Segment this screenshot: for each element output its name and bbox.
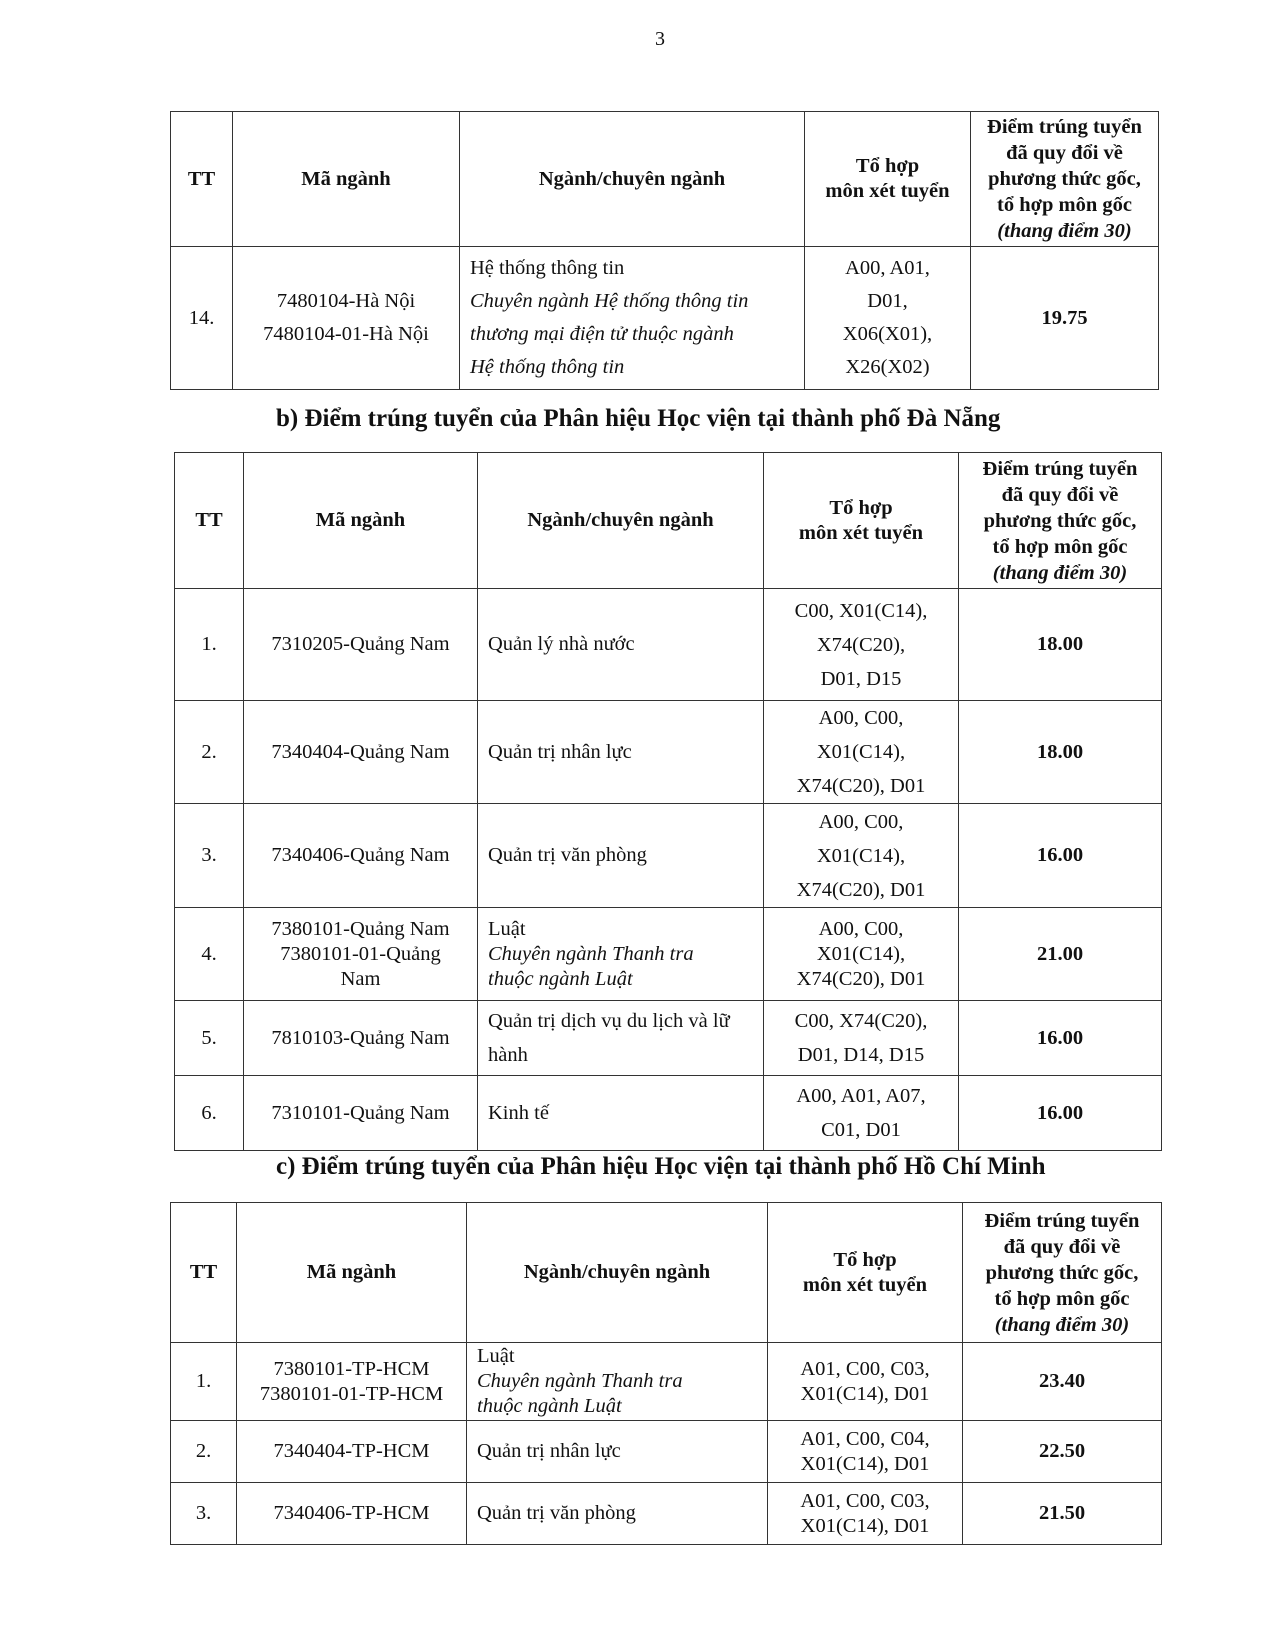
cell-code xyxy=(244,701,478,804)
code-line: 7810103-Quảng Nam xyxy=(271,1026,450,1049)
major-line: Luật xyxy=(488,917,526,940)
major-italic-line: Hệ thống thông tin xyxy=(470,356,625,378)
major-line: Quản trị nhân lực xyxy=(477,1440,621,1462)
page-number: 3 xyxy=(655,28,665,50)
cell-major xyxy=(467,1483,768,1545)
table-row xyxy=(171,1343,1162,1421)
major-line: Kinh tế xyxy=(488,1101,549,1124)
header-score-line: Điểm trúng tuyển xyxy=(982,457,1138,480)
combo-line: C01, D01 xyxy=(821,1119,901,1141)
cell-code xyxy=(244,908,478,1001)
header-combo-line: Tổ hợp xyxy=(833,1248,897,1271)
header-tt: TT xyxy=(175,453,244,589)
cell-major xyxy=(478,1001,764,1076)
cell-combo xyxy=(764,1076,959,1151)
combo-line: X74(C20), D01 xyxy=(796,967,926,990)
table-header-row xyxy=(171,112,1159,247)
major-line: Quản trị văn phòng xyxy=(477,1502,636,1524)
major-italic-line: thuộc ngành Luật xyxy=(488,967,633,990)
combo-line: X74(C20), D01 xyxy=(796,775,926,797)
cell-score: 23.40 xyxy=(963,1343,1162,1421)
cell-code xyxy=(244,589,478,701)
major-line: Quản trị dịch vụ du lịch và lữ xyxy=(488,1010,730,1032)
major-line: hành xyxy=(488,1044,528,1066)
combo-line: D01, D14, D15 xyxy=(797,1044,925,1066)
header-score xyxy=(971,112,1159,247)
cell-tt: 3. xyxy=(171,1483,237,1545)
major-line: Hệ thống thông tin xyxy=(470,257,625,279)
cell-score: 19.75 xyxy=(971,247,1159,390)
combo-line: D01, D15 xyxy=(820,667,902,690)
header-score-line: phương thức gốc, xyxy=(983,509,1137,532)
section-heading-b: b) Điểm trúng tuyển của Phân hiệu Học viện tại thành phố Đà Nẵng xyxy=(276,405,1001,432)
combo-line: C00, X74(C20), xyxy=(794,1010,928,1032)
cell-score: 18.00 xyxy=(959,701,1162,804)
cell-major xyxy=(478,701,764,804)
header-score xyxy=(959,453,1162,589)
cell-score: 21.50 xyxy=(963,1483,1162,1545)
major-italic-line: Chuyên ngành Thanh tra xyxy=(477,1370,683,1392)
major-line: Quản lý nhà nước xyxy=(488,633,635,655)
code-line: 7340404-TP-HCM xyxy=(273,1440,430,1462)
code-line: 7340406-TP-HCM xyxy=(273,1502,430,1524)
code-line: 7340404-Quảng Nam xyxy=(271,740,450,763)
cell-tt: 6. xyxy=(175,1076,244,1151)
cell-major xyxy=(478,908,764,1001)
header-score-line: tổ hợp môn gốc xyxy=(992,535,1128,558)
table-row xyxy=(175,1076,1162,1151)
cell-tt: 2. xyxy=(175,701,244,804)
combo-line: X01(C14), xyxy=(816,844,906,867)
cell-major xyxy=(478,1076,764,1151)
header-tt: TT xyxy=(171,1203,237,1343)
table-row xyxy=(171,1421,1162,1483)
cell-code xyxy=(244,1076,478,1151)
header-combo-line: môn xét tuyển xyxy=(798,521,924,544)
header-combo xyxy=(764,453,959,589)
combo-line: D01, xyxy=(867,290,908,312)
header-score-line: (thang điểm 30) xyxy=(992,561,1128,584)
major-italic-line: thương mại điện tử thuộc ngành xyxy=(470,323,734,345)
combo-line: A00, C00, xyxy=(818,917,904,940)
major-line: Quản trị nhân lực xyxy=(488,740,632,763)
header-combo-line: Tổ hợp xyxy=(829,496,893,519)
header-score-line: tổ hợp môn gốc xyxy=(997,194,1132,216)
major-italic-line: Chuyên ngành Thanh tra xyxy=(488,942,694,965)
cell-score: 18.00 xyxy=(959,589,1162,701)
table-row xyxy=(171,1483,1162,1545)
combo-line: C00, X01(C14), xyxy=(794,599,928,622)
major-line: Luật xyxy=(477,1345,515,1367)
table-row xyxy=(175,589,1162,701)
header-code: Mã ngành xyxy=(244,453,478,589)
combo-line: A00, A01, xyxy=(845,257,930,279)
code-line: 7480104-Hà Nội xyxy=(276,290,416,312)
cell-combo xyxy=(764,589,959,701)
cell-score: 21.00 xyxy=(959,908,1162,1001)
cell-code xyxy=(233,247,460,390)
combo-line: A00, C00, xyxy=(818,810,904,833)
code-line: 7380101-TP-HCM xyxy=(273,1357,430,1380)
cell-major xyxy=(467,1343,768,1421)
cell-tt: 1. xyxy=(175,589,244,701)
cell-tt: 1. xyxy=(171,1343,237,1421)
table-row xyxy=(175,1001,1162,1076)
header-score-line: Điểm trúng tuyển xyxy=(984,1209,1140,1232)
cell-score: 16.00 xyxy=(959,1001,1162,1076)
cell-major xyxy=(478,804,764,908)
header-score-line: đã quy đổi về xyxy=(1003,1235,1121,1258)
cell-combo xyxy=(764,701,959,804)
cell-combo xyxy=(805,247,971,390)
combo-line: X01(C14), xyxy=(816,741,906,763)
header-major: Ngành/chuyên ngành xyxy=(467,1203,768,1343)
header-tt: TT xyxy=(171,112,233,247)
cell-score: 22.50 xyxy=(963,1421,1162,1483)
cell-code xyxy=(244,804,478,908)
cell-tt: 4. xyxy=(175,908,244,1001)
header-score-line: đã quy đổi về xyxy=(1006,142,1123,164)
major-italic-line: thuộc ngành Luật xyxy=(477,1395,622,1417)
cell-combo xyxy=(768,1483,963,1545)
code-line: 7380101-01-TP-HCM xyxy=(259,1382,444,1405)
header-combo xyxy=(805,112,971,247)
cell-combo xyxy=(768,1421,963,1483)
combo-line: A00, C00, xyxy=(818,707,904,729)
table-hcm xyxy=(170,1202,1162,1545)
header-combo-line: môn xét tuyển xyxy=(825,180,950,202)
cell-combo xyxy=(764,908,959,1001)
table-danang xyxy=(174,452,1162,1151)
combo-line: X26(X02) xyxy=(845,356,930,378)
table-hanoi-continued xyxy=(170,111,1159,390)
code-line: 7310205-Quảng Nam xyxy=(271,633,450,655)
cell-code xyxy=(244,1001,478,1076)
cell-code xyxy=(237,1483,467,1545)
table-header-row xyxy=(171,1203,1162,1343)
table-row xyxy=(175,701,1162,804)
code-line: 7480104-01-Hà Nội xyxy=(263,323,429,345)
combo-line: X01(C14), D01 xyxy=(800,1382,930,1405)
code-line: 7340406-Quảng Nam xyxy=(271,844,450,866)
header-score-line: tổ hợp môn gốc xyxy=(994,1287,1130,1310)
cell-major xyxy=(478,589,764,701)
cell-code xyxy=(237,1421,467,1483)
cell-score: 16.00 xyxy=(959,1076,1162,1151)
header-score xyxy=(963,1203,1162,1343)
combo-line: A00, A01, A07, xyxy=(796,1085,926,1107)
header-major: Ngành/chuyên ngành xyxy=(460,112,805,247)
cell-score: 16.00 xyxy=(959,804,1162,908)
cell-combo xyxy=(768,1343,963,1421)
cell-combo xyxy=(764,1001,959,1076)
code-line: 7380101-01-Quảng xyxy=(280,942,441,965)
major-italic-line: Chuyên ngành Hệ thống thông tin xyxy=(470,290,749,312)
header-code: Mã ngành xyxy=(237,1203,467,1343)
section-heading-c: c) Điểm trúng tuyển của Phân hiệu Học viện tại thành phố Hồ Chí Minh xyxy=(276,1153,1046,1180)
combo-line: X01(C14), D01 xyxy=(800,1514,930,1537)
combo-line: X01(C14), xyxy=(816,942,906,965)
cell-tt: 14. xyxy=(171,247,233,390)
header-combo-line: môn xét tuyển xyxy=(802,1273,928,1296)
header-score-line: phương thức gốc, xyxy=(988,168,1141,190)
header-score-line: (thang điểm 30) xyxy=(997,220,1132,242)
header-score-line: đã quy đổi về xyxy=(1001,483,1119,506)
combo-line: X74(C20), D01 xyxy=(796,878,926,901)
table-header-row xyxy=(175,453,1162,589)
table-row xyxy=(175,908,1162,1001)
header-major: Ngành/chuyên ngành xyxy=(478,453,764,589)
code-line: Nam xyxy=(340,967,381,990)
header-combo-line: Tổ hợp xyxy=(855,155,920,177)
code-line: 7310101-Quảng Nam xyxy=(271,1101,450,1124)
cell-tt: 3. xyxy=(175,804,244,908)
table-row xyxy=(175,804,1162,908)
cell-major xyxy=(467,1421,768,1483)
cell-major xyxy=(460,247,805,390)
combo-line: A01, C00, C04, xyxy=(800,1427,930,1450)
header-score-line: (thang điểm 30) xyxy=(994,1313,1130,1336)
combo-line: X06(X01), xyxy=(842,323,933,345)
header-code: Mã ngành xyxy=(233,112,460,247)
header-score-line: Điểm trúng tuyển xyxy=(987,116,1142,138)
table-row xyxy=(171,247,1159,390)
code-line: 7380101-Quảng Nam xyxy=(271,917,450,940)
cell-tt: 5. xyxy=(175,1001,244,1076)
combo-line: X74(C20), xyxy=(816,633,906,656)
combo-line: X01(C14), D01 xyxy=(800,1452,930,1475)
cell-tt: 2. xyxy=(171,1421,237,1483)
major-line: Quản trị văn phòng xyxy=(488,844,647,866)
cell-combo xyxy=(764,804,959,908)
header-combo xyxy=(768,1203,963,1343)
combo-line: A01, C00, C03, xyxy=(800,1357,930,1380)
cell-code xyxy=(237,1343,467,1421)
header-score-line: phương thức gốc, xyxy=(985,1261,1139,1284)
combo-line: A01, C00, C03, xyxy=(800,1489,930,1512)
